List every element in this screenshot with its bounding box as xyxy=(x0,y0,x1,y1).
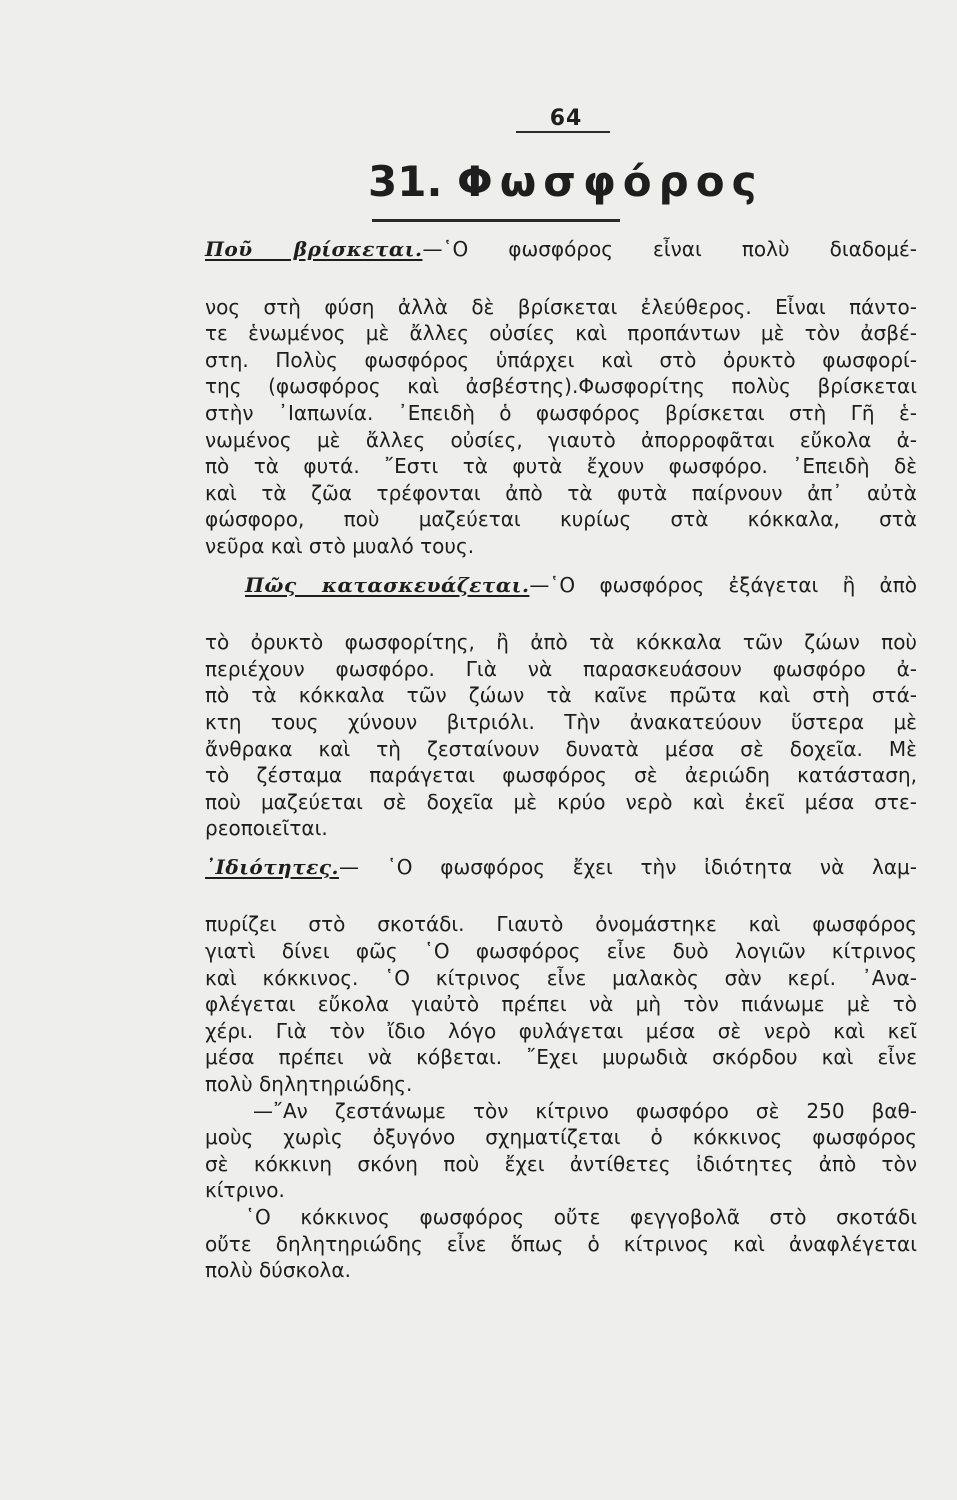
chapter-title xyxy=(368,157,763,206)
text-line: γιατὶ δίνει φῶς ῾Ο φωσφόρος εἶνε δυὸ λογιῶν κίτρινος xyxy=(205,939,917,964)
text-line: τε ἑνωμένος μὲ ἄλλες οὐσίες καὶ προπάντων μὲ τὸν ἀσβέ- xyxy=(205,321,917,346)
text-line: τὸ ὀρυκτὸ φωσφορίτης, ἢ ἀπὸ τὰ κόκκαλα τῶν ζώων ποὺ xyxy=(205,630,917,655)
text-line: στη. Πολὺς φωσφόρος ὑπάρχει καὶ στὸ ὀρυκτὸ φωσφορί- xyxy=(205,347,917,372)
text-line: στὴν ᾿Ιαπωνία. ᾿Επειδὴ ὁ φωσφόρος βρίσκεται στὴ Γῆ ἑ- xyxy=(205,400,917,425)
text-line xyxy=(205,236,917,263)
text-line xyxy=(205,572,917,599)
text-line: πολὺ δηλητηριώδης. xyxy=(205,1072,413,1097)
chapter-number: 31. xyxy=(368,157,443,206)
title-underline xyxy=(372,219,620,222)
text-line: νος στὴ φύση ἀλλὰ δὲ βρίσκεται ἐλεύθερος. Εἶναι πάντο- xyxy=(205,294,917,319)
text-line: χέρι. Γιὰ τὸν ἴδιο λόγο φυλάγεται μέσα σὲ νερὸ καὶ κεῖ xyxy=(205,1018,917,1043)
text-line: μοὺς χωρὶς ὀξυγόνο σχηματίζεται ὁ κόκκινος φωσφόρος xyxy=(205,1125,917,1150)
text-run: —῾Ο φωσφόρος ἐξάγεται ἢ ἀπὸ xyxy=(529,572,918,597)
text-line: σὲ κόκκινη σκόνη ποὺ ἔχει ἀντίθετες ἰδιότητες ἀπὸ τὸν xyxy=(205,1151,917,1176)
text-line: κτη τους χύνουν βιτριόλι. Τὴν ἀνακατεύουν ὕστερα μὲ xyxy=(205,709,917,734)
text-line: της (φωσφόρος καὶ ἀσβέστης).Φωσφορίτης πολὺς βρίσκεται xyxy=(205,374,917,399)
text-line: πυρίζει στὸ σκοτάδι. Γιαυτὸ ὀνομάστηκε καὶ φωσφόρος xyxy=(205,912,917,937)
chapter-title-text: Φωσφόρος xyxy=(457,157,764,206)
page-number: 64 xyxy=(549,106,583,131)
text-line: πὸ τὰ φυτά. ῎Εστι τὰ φυτὰ ἔχουν φωσφόρο. ᾿Επειδὴ δὲ xyxy=(205,454,917,479)
text-line: φώσφορο, ποὺ μαζεύεται κυρίως στὰ κόκκαλα, στὰ xyxy=(205,507,917,532)
text-line: φλέγεται εὔκολα γιαὐτὸ πρέπει νὰ μὴ τὸν πιάνωμε μὲ τὸ xyxy=(205,992,917,1017)
text-line: ρεοποιεῖται. xyxy=(205,816,328,841)
text-run: — ῾Ο φωσφόρος ἔχει τὴν ἰδιότητα νὰ λαμ- xyxy=(338,854,917,879)
text-line: πὸ τὰ κόκκαλα τῶν ζώων τὰ καῖνε πρῶτα καὶ στὴ στά- xyxy=(205,683,917,708)
text-line: πολὺ δύσκολα. xyxy=(205,1258,351,1283)
text-line: περιέχουν φωσφόρο. Γιὰ νὰ παρασκευάσουν φωσφόρο ἀ- xyxy=(205,656,917,681)
text-run: —῾Ο φωσφόρος εἶναι πολὺ διαδομέ- xyxy=(422,237,917,261)
text-line xyxy=(205,854,917,881)
text-line: ἄνθρακα καὶ τὴ ζεσταίνουν δυνατὰ μέσα σὲ δοχεῖα. Μὲ xyxy=(205,736,917,761)
text-line: καὶ κόκκινος. ῾Ο κίτρινος εἶνε μαλακὸς σὰν κερί. ᾿Ανα- xyxy=(205,965,917,990)
text-line: —῎Αν ζεστάνωμε τὸν κίτρινο φωσφόρο σὲ 250 βαθ- xyxy=(253,1098,917,1123)
body-text xyxy=(205,236,917,1284)
text-line: μέσα πρέπει νὰ κόβεται. ῎Εχει μυρωδιὰ σκόρδου καὶ εἶνε xyxy=(205,1045,917,1070)
text-line: κίτρινο. xyxy=(205,1178,285,1203)
section-heading-how-made: Πῶς κατασκευάζεται. xyxy=(245,572,530,597)
text-line: ποὺ μαζεύεται σὲ δοχεῖα μὲ κρύο νερὸ καὶ ἐκεῖ μέσα στε- xyxy=(205,789,917,814)
section-heading-where-found: Ποῦ βρίσκεται. xyxy=(205,237,423,261)
text-line: καὶ τὰ ζῶα τρέφονται ἀπὸ τὰ φυτὰ παίρνουν ἀπ᾿ αὐτὰ xyxy=(205,480,917,505)
page-number-underline xyxy=(516,131,610,133)
text-line: νεῦρα καὶ στὸ μυαλό τους. xyxy=(205,533,475,558)
section-heading-properties: ᾿Ιδιότητες. xyxy=(205,854,339,879)
text-line: οὔτε δηλητηριώδης εἶνε ὅπως ὁ κίτρινος καὶ ἀναφλέγεται xyxy=(205,1231,917,1256)
text-line: τὸ ζέσταμα παράγεται φωσφόρος σὲ ἀεριώδη κατάσταση, xyxy=(205,763,917,788)
text-line: ῾Ο κόκκινος φωσφόρος οὔτε φεγγοβολᾶ στὸ σκοτάδι xyxy=(245,1205,917,1229)
text-line: νωμένος μὲ ἄλλες οὐσίες, γιαυτὸ ἀπορροφᾶται εὔκολα ἀ- xyxy=(205,427,917,452)
